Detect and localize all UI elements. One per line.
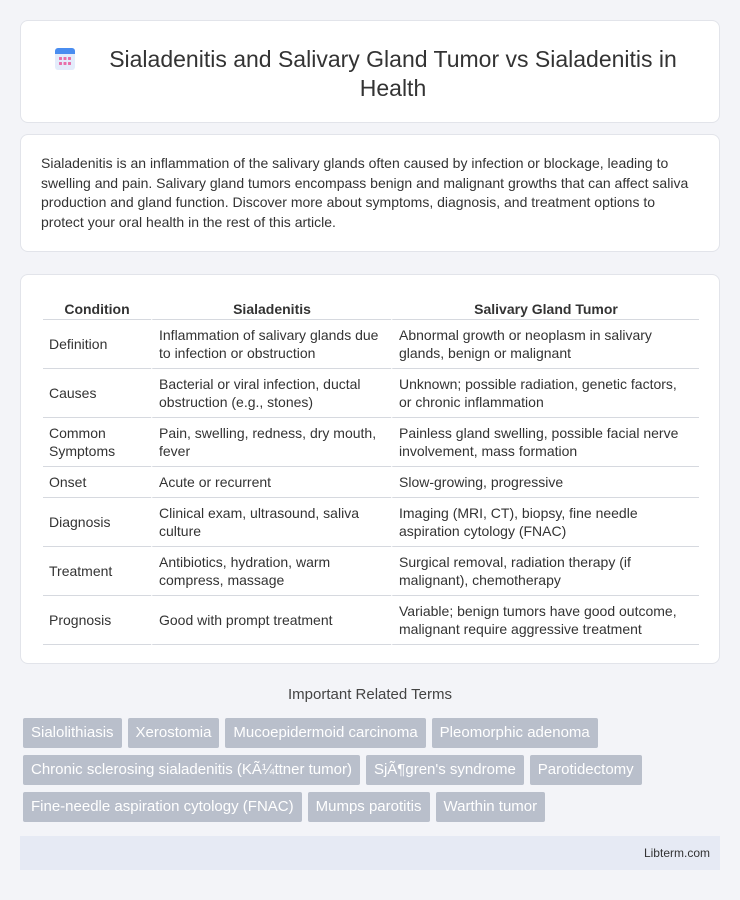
table-cell: Abnormal growth or neoplasm in salivary glands, benign or malignant (391, 320, 699, 369)
related-term-tag[interactable]: Fine-needle aspiration cytology (FNAC) (23, 792, 302, 822)
table-cell: Surgical removal, radiation therapy (if malignant), chemotherapy (391, 547, 699, 596)
column-header-condition: Condition (43, 295, 151, 320)
row-label: Diagnosis (43, 498, 151, 547)
table-row (43, 596, 699, 645)
table-cell: Unknown; possible radiation, genetic factors, or chronic inflammation (391, 369, 699, 418)
table-row (43, 369, 699, 418)
related-term-tag[interactable]: Parotidectomy (530, 755, 642, 785)
related-term-tag[interactable]: Chronic sclerosing sialadenitis (KÃ¼ttner tumor) (23, 755, 360, 785)
related-term-tag[interactable]: Mucoepidermoid carcinoma (225, 718, 425, 748)
table-cell: Painless gland swelling, possible facial nerve involvement, mass formation (391, 418, 699, 467)
column-header-sialadenitis: Sialadenitis (151, 295, 391, 320)
row-label: Common Symptoms (43, 418, 151, 467)
table-row (43, 320, 699, 369)
related-terms-heading: Important Related Terms (288, 686, 452, 703)
table-row (43, 498, 699, 547)
related-term-tag[interactable]: Xerostomia (128, 718, 220, 748)
table-row (43, 547, 699, 596)
row-label: Causes (43, 369, 151, 418)
intro-paragraph: Sialadenitis is an inflammation of the salivary glands often caused by infection or blockage, leading to swelling and pain. Salivary gland tumors encompass benign and malignant growths that can affect saliva production and gland function. Discover more about symptoms, diagnosis, and treatment options to protect your oral health in the rest of this article. (41, 155, 689, 230)
header-card (20, 20, 720, 123)
related-terms-list (23, 718, 723, 822)
page-title: Sialadenitis and Salivary Gland Tumor vs Sialadenitis in Health (109, 46, 677, 101)
table-cell: Variable; benign tumors have good outcome, malignant require aggressive treatment (391, 596, 699, 645)
table-cell: Bacterial or viral infection, ductal obstruction (e.g., stones) (151, 369, 391, 418)
related-term-tag[interactable]: SjÃ¶gren's syndrome (366, 755, 524, 785)
row-label: Onset (43, 467, 151, 498)
comparison-table-card (20, 274, 720, 664)
table-header-row (43, 295, 699, 320)
related-term-tag[interactable]: Sialolithiasis (23, 718, 122, 748)
document-icon (52, 46, 78, 72)
table-cell: Imaging (MRI, CT), biopsy, fine needle aspiration cytology (FNAC) (391, 498, 699, 547)
table-row (43, 467, 699, 498)
related-term-tag[interactable]: Warthin tumor (436, 792, 546, 822)
column-header-salivary-gland-tumor: Salivary Gland Tumor (391, 295, 699, 320)
table-cell: Clinical exam, ultrasound, saliva culture (151, 498, 391, 547)
footer-site-link[interactable]: Libterm.com (643, 846, 710, 860)
related-term-tag[interactable]: Mumps parotitis (308, 792, 430, 822)
table-cell: Acute or recurrent (151, 467, 391, 498)
table-cell: Slow-growing, progressive (391, 467, 699, 498)
table-row (43, 418, 699, 467)
row-label: Definition (43, 320, 151, 369)
table-cell: Antibiotics, hydration, warm compress, massage (151, 547, 391, 596)
table-cell: Inflammation of salivary glands due to infection or obstruction (151, 320, 391, 369)
table-cell: Pain, swelling, redness, dry mouth, fever (151, 418, 391, 467)
related-term-tag[interactable]: Pleomorphic adenoma (432, 718, 598, 748)
row-label: Treatment (43, 547, 151, 596)
table-cell: Good with prompt treatment (151, 596, 391, 645)
row-label: Prognosis (43, 596, 151, 645)
comparison-table (43, 295, 699, 645)
footer (20, 836, 720, 870)
intro-card (20, 134, 720, 252)
